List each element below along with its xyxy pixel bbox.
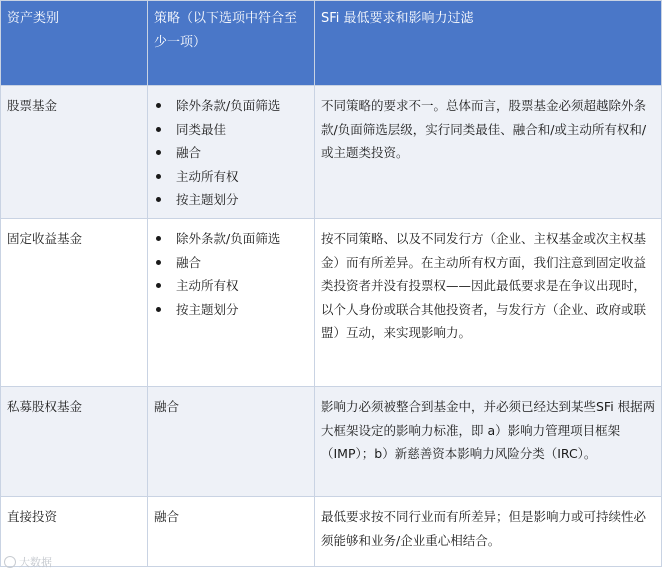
asset-class-cell: 固定收益基金 <box>1 219 148 387</box>
strategy-cell <box>148 86 315 219</box>
requirement-cell: 按不同策略、以及不同发行方（企业、主权基金或次主权基金）而有所差异。在主动所有权方面，我们注意到固定收益类投资者并没有投票权——因此最低要求是在争议出现时，以个人身份或联合其他投资者，与发行方（企业、政府或联盟）互动，来实现影响力。 <box>315 219 662 387</box>
asset-class-cell: 私募股权基金 <box>1 387 148 497</box>
bullet-icon <box>156 236 161 241</box>
watermark-text: 大数据 <box>19 556 52 569</box>
bullet-icon <box>156 283 161 288</box>
bullet-icon <box>156 127 161 132</box>
table-row <box>1 86 662 219</box>
bullet-icon <box>156 103 161 108</box>
requirement-cell: 影响力必须被整合到基金中，并必须已经达到某些SFi 根据两大框架设定的影响力标准，即 a）影响力管理项目框架（IMP）；b）新慈善资本影响力风险分类（IRC）。 <box>315 387 662 497</box>
strategy-list-item: 主动所有权 <box>154 165 309 189</box>
requirement-cell: 不同策略的要求不一。总体而言，股票基金必须超越除外条款/负面筛选层级，实行同类最佳、融合和/或主动所有权和/或主题类投资。 <box>315 86 662 219</box>
logo-circle-icon <box>4 556 16 568</box>
bullet-icon <box>156 174 161 179</box>
strategy-list-item: 主动所有权 <box>154 274 309 298</box>
strategy-list-item: 融合 <box>154 251 309 275</box>
header-strategy: 策略（以下选项中符合至少一项） <box>148 1 315 86</box>
table-header-row <box>1 1 662 86</box>
requirement-cell: 最低要求按不同行业而有所差异；但是影响力或可持续性必须能够和业务/企业重心相结合。 <box>315 497 662 567</box>
strategy-cell <box>148 219 315 387</box>
bullet-icon <box>156 150 161 155</box>
strategy-list <box>154 227 309 321</box>
header-requirement: SFi 最低要求和影响力过滤 <box>315 1 662 86</box>
bullet-icon <box>156 197 161 202</box>
header-asset-class: 资产类别 <box>1 1 148 86</box>
watermark <box>4 554 52 570</box>
strategy-list-item: 融合 <box>154 141 309 165</box>
strategy-list <box>154 94 309 212</box>
asset-class-cell: 直接投资 <box>1 497 148 567</box>
table-row <box>1 219 662 387</box>
strategy-cell: 融合 <box>148 387 315 497</box>
strategy-cell: 融合 <box>148 497 315 567</box>
bullet-icon <box>156 260 161 265</box>
bullet-icon <box>156 307 161 312</box>
strategy-list-item: 除外条款/负面筛选 <box>154 227 309 251</box>
strategy-list-item: 按主题划分 <box>154 298 309 322</box>
strategy-list-item: 除外条款/负面筛选 <box>154 94 309 118</box>
table-row <box>1 497 662 567</box>
table-row <box>1 387 662 497</box>
strategy-list-item: 同类最佳 <box>154 118 309 142</box>
strategy-list-item: 按主题划分 <box>154 188 309 212</box>
asset-class-cell: 股票基金 <box>1 86 148 219</box>
